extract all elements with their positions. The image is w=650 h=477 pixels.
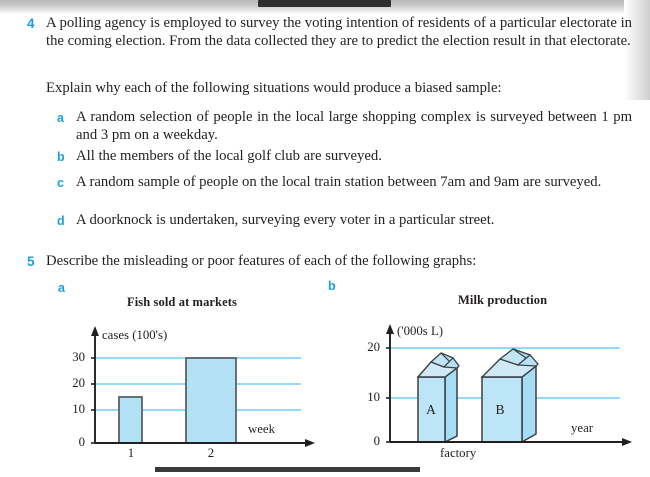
chart-b-x-arrow [622,438,632,446]
chart-b-ytick-10: 10 [367,390,380,404]
question-4-item-c-label: c [57,176,64,190]
question-4-number: 4 [27,16,35,31]
chart-b-carton-a-label: A [426,402,436,417]
question-4-stem: A polling agency is employed to survey the voting intention of residents of a particular electorate in the coming election. From the data collected they are to predict the election result in that electorate. [46,15,632,50]
question-5-stem: Describe the misleading or poor features of each of the following graphs: [46,253,477,269]
chart-a-svg [55,322,320,457]
chart-b-y-axis-label: ('000s L) [397,324,444,338]
chart-a-ytick-0: 0 [78,435,85,449]
chart-a-ytick-30: 30 [72,350,85,364]
chart-b-carton-b-label: B [495,402,505,417]
chart-b-carton-a [418,353,459,442]
chart-a-x-axis-label: week [248,422,275,436]
chart-a-figure [55,322,320,460]
chart-b-figure [352,322,642,462]
chart-a-xtick-2: 2 [207,446,215,460]
chart-b-ytick-20: 20 [367,340,380,354]
chart-a-xtick-1: 1 [127,446,135,460]
chart-a-ytick-10: 10 [72,402,85,416]
chart-b-title: Milk production [458,293,548,307]
question-5-number: 5 [27,254,35,269]
chart-a-ytick-20: 20 [72,376,85,390]
question-5-part-a-label: a [58,281,65,295]
chart-b-svg [352,322,642,462]
chart-b-carton-b [482,349,538,442]
chart-a-bar-week-1 [119,397,142,443]
chart-a-y-axis-label: cases (100's) [102,328,168,342]
chart-a-x-arrow [305,439,315,447]
question-4-item-a-label: a [57,111,64,125]
question-5-part-b-label: b [328,279,336,293]
question-4-item-d-text: A doorknock is undertaken, surveying every voter in a particular street. [76,212,495,228]
question-4-instruction: Explain why each of the following situations would produce a biased sample: [46,80,502,96]
page-bottom-marker-bar [155,467,420,472]
question-4-item-b-text: All the members of the local golf club are surveyed. [76,148,382,164]
chart-b-x-axis-label: year [571,421,594,435]
chart-b-y-arrow [386,324,394,334]
chart-a-title: Fish sold at markets [127,295,237,309]
chart-a-bars [119,358,236,443]
question-4-item-a-text: A random selection of people in the local large shopping complex is surveyed between 1 pm and 3 pm on a weekday. [76,109,632,144]
question-4-item-b-label: b [57,150,65,164]
question-4-item-c-text: A random sample of people on the local train station between 7am and 9am are surveyed. [76,174,602,190]
chart-a-y-arrow [91,326,99,336]
chart-a-bar-week-2 [186,358,236,443]
question-4-item-d-label: d [57,214,65,228]
chart-b-ytick-0: 0 [373,434,380,448]
page-top-marker-bar [258,0,391,7]
chart-b-x-axis-note: factory [440,446,477,460]
